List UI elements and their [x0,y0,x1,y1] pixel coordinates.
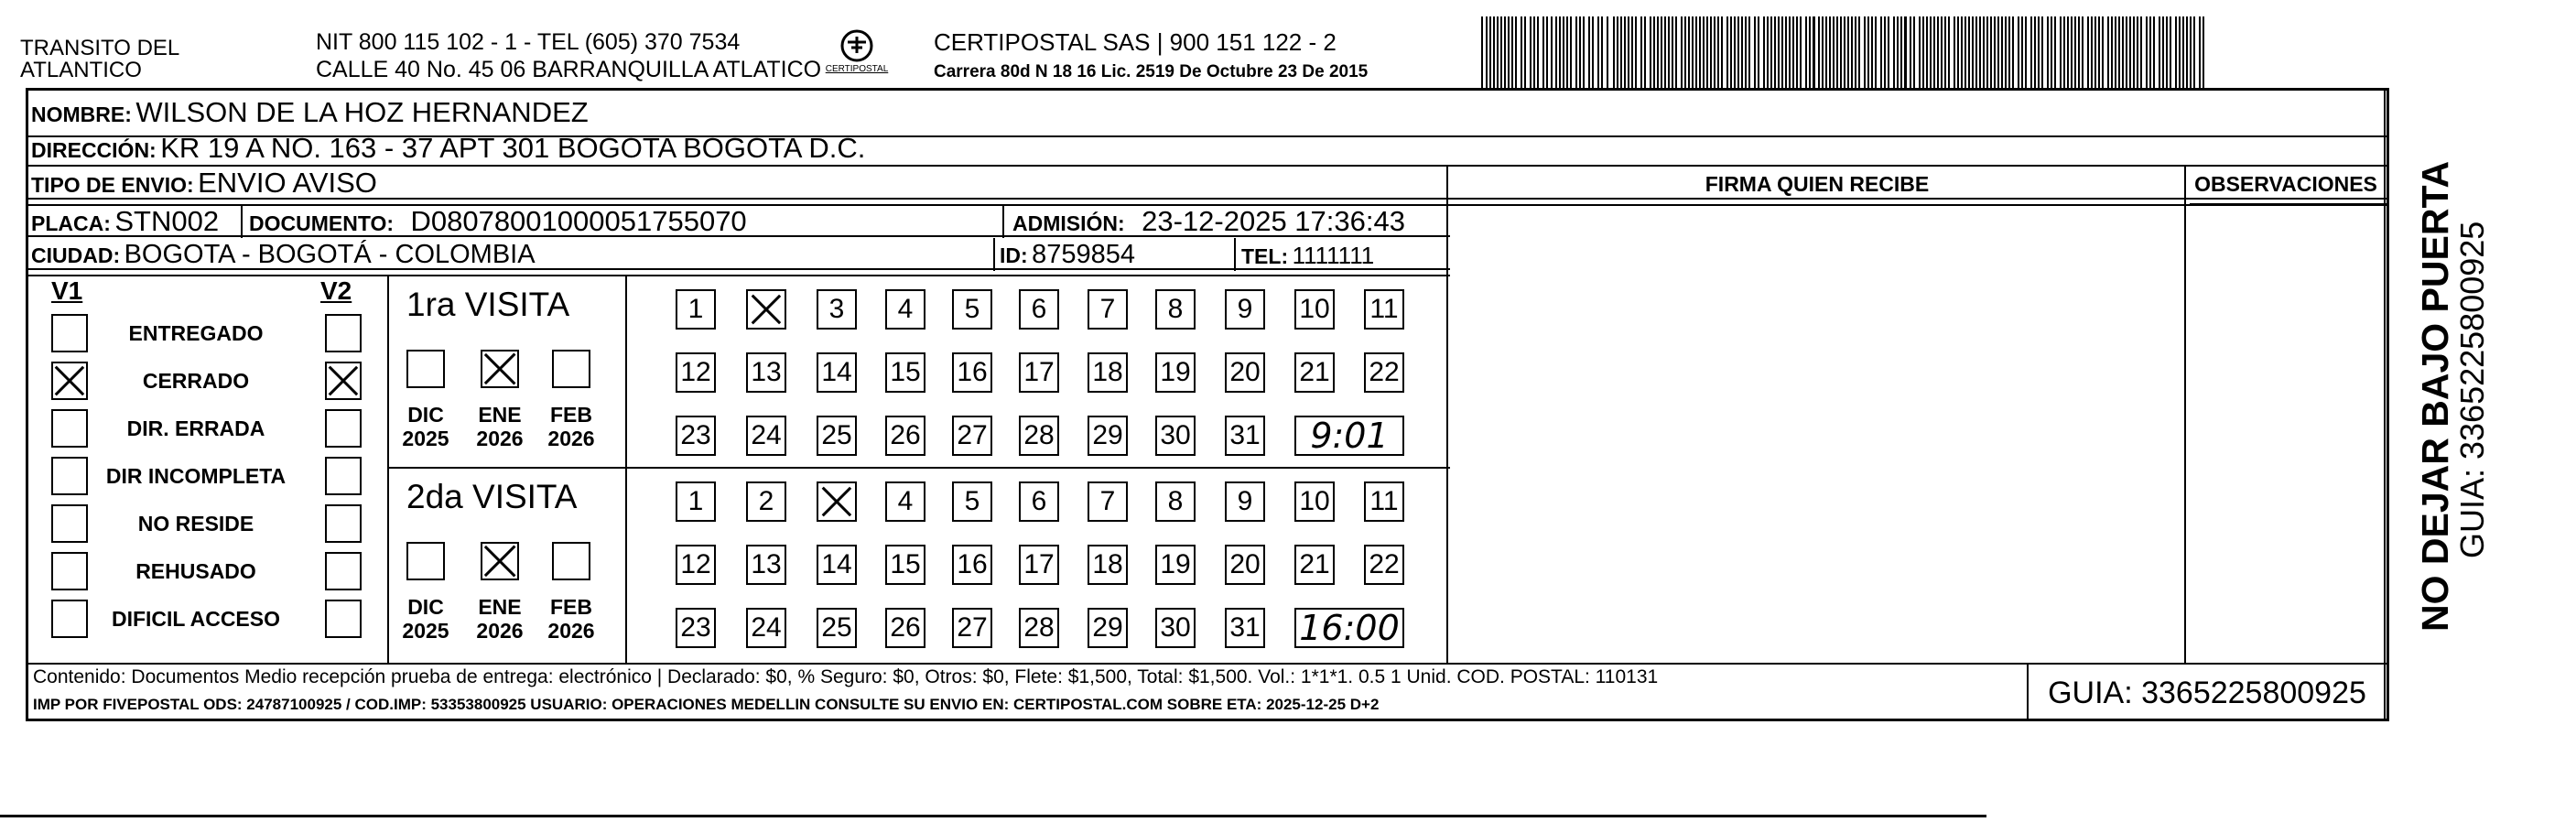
sender-name-line2: ATLANTICO [20,58,142,82]
month-label: ENE [478,595,522,619]
day-cell[interactable]: 10 [1294,481,1335,522]
documento-field [249,207,747,235]
day-cell[interactable]: 17 [1019,545,1059,585]
v2-checkbox[interactable] [325,409,362,448]
day-cell[interactable]: 22 [1364,545,1404,585]
ciudad-value: BOGOTA - BOGOTÁ - COLOMBIA [124,240,536,269]
contents-line: Contenido: Documentos Medio recepción prueba de entrega: electrónico | Declarado: $0, % Seguro: $0, Otros: $0, Flete: $1,500, Total: $1,500. Vol.: 1*1*1. 0.5 1 Unid. COD. POSTAL: 110131 [33,666,1659,687]
certipostal-logo [815,27,899,82]
print-info-line: IMP POR FIVEPOSTAL ODS: 24787100925 / COD.IMP: 53353800925 USUARIO: OPERACIONES MEDELLIN CONSULTE SU ENVIO EN: CERTIPOSTAL.COM SOBRE ETA: 2025-12-25 D+2 [33,696,1380,713]
day-cell[interactable]: 15 [885,545,925,585]
side-warning: NO DEJAR BAJO PUERTA [2414,160,2456,632]
day-cell[interactable]: 26 [885,608,925,648]
day-cell[interactable]: 13 [746,545,786,585]
v2-header: V2 [320,276,352,305]
day-cell[interactable]: 6 [1019,289,1059,330]
placa-field [31,207,219,235]
v1-checkbox[interactable] [51,600,88,638]
guia-box: GUIA: 3365225800925 [2048,676,2366,710]
day-cell[interactable]: 6 [1019,481,1059,522]
month-year: 2026 [547,427,595,450]
documento-label: DOCUMENTO: [249,211,395,235]
status-label: DIFICIL ACCESO [111,607,280,631]
observaciones-header: OBSERVACIONES [2194,172,2377,196]
v1-header: V1 [51,276,83,305]
day-cell[interactable]: 27 [952,608,992,648]
day-cell[interactable] [746,289,786,330]
day-cell[interactable]: 17 [1019,352,1059,393]
company-info: CERTIPOSTAL SAS | 900 151 122 - 2 [934,28,1337,56]
visit-title: 2da VISITA [406,478,578,515]
status-label: DIR. ERRADA [126,416,265,440]
month-year: 2026 [476,619,524,643]
placa-value: STN002 [114,205,220,237]
day-cell[interactable]: 29 [1088,608,1128,648]
sender-address: CALLE 40 No. 45 06 BARRANQUILLA ATLATICO [316,57,822,82]
month-label: DIC [407,403,444,427]
day-cell[interactable]: 12 [676,545,716,585]
placa-label: PLACA: [31,211,111,235]
direccion-label: DIRECCIÓN: [31,138,157,162]
day-cell[interactable]: 14 [817,352,857,393]
month-year: 2025 [402,427,449,450]
company-license: Carrera 80d N 18 16 Lic. 2519 De Octubre 23 De 2015 [934,62,1369,81]
scan-line [0,815,1986,817]
status-label: REHUSADO [135,559,256,583]
day-cell[interactable]: 2 [746,481,786,522]
day-cell[interactable]: 18 [1088,352,1128,393]
recipient-address-row [31,134,865,162]
admision-field [1012,207,1405,235]
day-cell[interactable]: 16 [952,352,992,393]
month-year: 2025 [402,619,449,643]
day-cell[interactable]: 30 [1155,608,1196,648]
day-cell[interactable]: 1 [676,481,716,522]
id-field [1000,242,1135,268]
ciudad-label: CIUDAD: [31,243,121,267]
day-cell[interactable]: 1 [676,289,716,330]
recipient-name-row [31,98,589,126]
day-cell[interactable]: 4 [885,289,925,330]
visit-title: 1ra VISITA [406,286,570,323]
month-label: DIC [407,595,444,619]
day-cell[interactable]: 22 [1364,352,1404,393]
day-cell[interactable]: 20 [1225,545,1265,585]
admision-value: 23-12-2025 17:36:43 [1142,205,1405,237]
day-cell[interactable] [817,481,857,522]
v1-checkbox[interactable] [51,457,88,495]
day-cell[interactable]: 18 [1088,545,1128,585]
day-cell[interactable]: 9 [1225,481,1265,522]
day-cell[interactable]: 28 [1019,416,1059,456]
month-year: 2026 [476,427,524,450]
shipment-type-row [31,168,377,197]
day-cell[interactable]: 20 [1225,352,1265,393]
month-checkbox[interactable] [406,350,445,388]
day-cell[interactable]: 7 [1088,481,1128,522]
v1-checkbox[interactable] [51,314,88,352]
v1-checkbox[interactable] [51,409,88,448]
v1-checkbox[interactable] [51,552,88,590]
v2-checkbox[interactable] [325,600,362,638]
tipo-envio-label: TIPO DE ENVIO: [31,173,194,197]
day-cell[interactable]: 11 [1364,481,1404,522]
day-cell[interactable]: 16 [952,545,992,585]
admision-label: ADMISIÓN: [1012,211,1125,235]
nombre-label: NOMBRE: [31,103,132,126]
recipient-name: WILSON DE LA HOZ HERNANDEZ [135,96,589,128]
status-label: DIR INCOMPLETA [105,464,287,488]
day-cell[interactable]: 24 [746,416,786,456]
status-label: ENTREGADO [128,321,264,345]
day-cell[interactable]: 31 [1225,608,1265,648]
day-cell[interactable]: 21 [1294,352,1335,393]
status-label: CERRADO [142,369,250,393]
day-cell[interactable]: 15 [885,352,925,393]
month-checkbox[interactable] [406,542,445,580]
month-checkbox[interactable] [552,542,590,580]
day-cell[interactable]: 19 [1155,352,1196,393]
shipment-type: ENVIO AVISO [198,167,377,199]
month-checkbox[interactable] [552,350,590,388]
visit-time: 9:01 [1294,416,1404,456]
month-label: FEB [550,403,592,427]
logo-text: CERTIPOSTAL [825,64,889,74]
day-cell[interactable]: 3 [817,289,857,330]
v2-checkbox[interactable] [325,314,362,352]
day-cell[interactable]: 23 [676,416,716,456]
barcode [1481,16,2209,88]
day-cell[interactable]: 21 [1294,545,1335,585]
day-cell[interactable]: 4 [885,481,925,522]
day-cell[interactable]: 25 [817,608,857,648]
day-cell[interactable]: 29 [1088,416,1128,456]
check-mark-icon [820,485,853,518]
month-year: 2026 [547,619,595,643]
day-cell[interactable]: 30 [1155,416,1196,456]
month-checkbox[interactable] [481,542,519,580]
header [0,0,2576,92]
side-guia: GUIA: 3365225800925 [2453,221,2491,558]
recipient-address: KR 19 A NO. 163 - 37 APT 301 BOGOTA BOGOTA D.C. [160,132,866,164]
day-cell[interactable]: 23 [676,608,716,648]
documento-value: D08078001000051755070 [410,205,747,237]
month-label: ENE [478,403,522,427]
tel-field [1241,243,1374,267]
day-cell[interactable]: 5 [952,481,992,522]
day-cell[interactable]: 25 [817,416,857,456]
sender-nit: NIT 800 115 102 - 1 - TEL (605) 370 7534 [316,29,741,55]
day-cell[interactable]: 13 [746,352,786,393]
day-cell[interactable]: 26 [885,416,925,456]
tel-value: 1111111 [1292,242,1375,269]
tel-label: TEL: [1241,244,1289,268]
day-cell[interactable]: 24 [746,608,786,648]
day-cell[interactable]: 8 [1155,481,1196,522]
month-checkbox[interactable] [481,350,519,388]
day-cell[interactable]: 19 [1155,545,1196,585]
day-cell[interactable]: 9 [1225,289,1265,330]
v1-checkbox[interactable] [51,504,88,543]
v2-checkbox[interactable] [325,362,362,400]
check-mark-icon [750,293,783,326]
month-label: FEB [550,595,592,619]
day-cell[interactable]: 11 [1364,289,1404,330]
sender-name-line1: TRANSITO DEL [20,36,180,60]
v2-checkbox[interactable] [325,457,362,495]
visit-time: 16:00 [1294,608,1404,648]
firma-header: FIRMA QUIEN RECIBE [1705,172,1930,196]
id-value: 8759854 [1032,240,1136,269]
day-cell[interactable]: 14 [817,545,857,585]
day-cell[interactable]: 5 [952,289,992,330]
day-cell[interactable]: 31 [1225,416,1265,456]
day-cell[interactable]: 10 [1294,289,1335,330]
day-cell[interactable]: 12 [676,352,716,393]
v1-checkbox[interactable] [51,362,88,400]
day-cell[interactable]: 28 [1019,608,1059,648]
day-cell[interactable]: 27 [952,416,992,456]
day-cell[interactable]: 7 [1088,289,1128,330]
id-label: ID: [1000,243,1028,267]
v2-checkbox[interactable] [325,504,362,543]
day-cell[interactable]: 8 [1155,289,1196,330]
ciudad-field [31,242,536,268]
v2-checkbox[interactable] [325,552,362,590]
status-label: NO RESIDE [137,512,254,535]
